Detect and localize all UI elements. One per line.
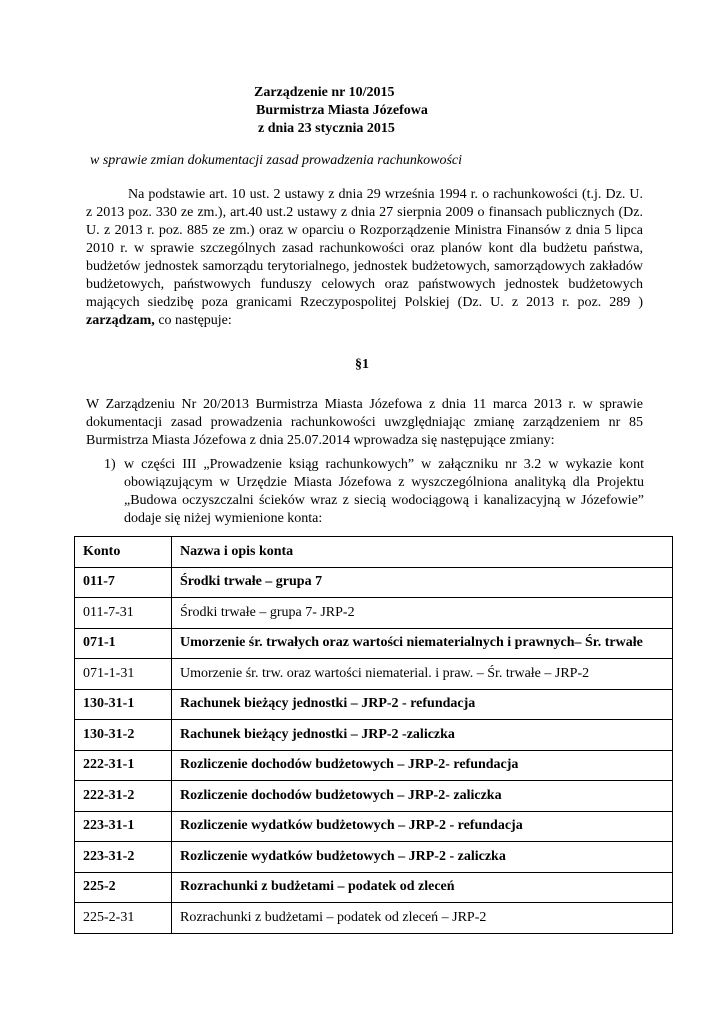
table-row	[75, 689, 673, 720]
document-heading	[254, 84, 428, 138]
legal-basis-text: Na podstawie art. 10 ust. 2 ustawy z dnia 29 września 1994 r. o rachunkowości (t.j. Dz. U. z 2013 poz. 330 ze zm.), art.40 ust.2 ustawy z dnia 27 sierpnia 2009 o finansach publicznych (Dz. U. z 2013 r. poz. 885 ze zm.) oraz w oparciu o Rozporządzenie Ministra Finansów z dnia 5 lipca 2010 r. w sprawie szczególnych zasad rachunkowości oraz planów kont dla budżetu państwa, budżetów jednostek samorządu terytorialnego, jednostek budżetowych, samorządowych zakładów budżetowych, państwowych funduszy celowych oraz państwowych jednostek budżetowych mających siedzibę poza granicami Rzeczypospolitej Polskiej (Dz. U. z 2013 r. poz. 289 )	[86, 187, 643, 310]
row-konto: 071-1-31	[75, 659, 172, 690]
row-konto: 225-2	[75, 872, 172, 903]
row-konto: 223-31-1	[75, 811, 172, 842]
header-nazwa: Nazwa i opis konta	[172, 537, 673, 568]
table-row	[75, 628, 673, 659]
table-row	[75, 750, 673, 781]
table-row	[75, 659, 673, 690]
row-konto: 223-31-2	[75, 842, 172, 873]
row-konto: 130-31-1	[75, 689, 172, 720]
row-konto: 222-31-2	[75, 781, 172, 812]
amendment-list	[104, 456, 644, 528]
table-row	[75, 872, 673, 903]
row-nazwa: Rozliczenie wydatków budżetowych – JRP-2 - zaliczka	[172, 842, 673, 873]
row-nazwa: Rozliczenie dochodów budżetowych – JRP-2- zaliczka	[172, 781, 673, 812]
heading-date: z dnia 23 stycznia 2015	[258, 121, 395, 136]
row-nazwa: Środki trwałe – grupa 7	[172, 567, 673, 598]
heading-title: Zarządzenie nr 10/2015	[254, 85, 395, 100]
heading-issuer: Burmistrza Miasta Józefowa	[256, 103, 428, 118]
table-row	[75, 598, 673, 629]
table-row	[75, 903, 673, 934]
row-nazwa: Umorzenie śr. trwałych oraz wartości niematerialnych i prawnych– Śr. trwałe	[172, 628, 673, 659]
amendment-paragraph: W Zarządzeniu Nr 20/2013 Burmistrza Miasta Józefowa z dnia 11 marca 2013 r. w sprawie dokumentacji zasad prowadzenia rachunkowości uwzględniając zmianę zarządzeniem nr 85 Burmistrza Miasta Józefowa z dnia 25.07.2014 wprowadza się następujące zmiany:	[86, 397, 643, 448]
row-nazwa: Rozrachunki z budżetami – podatek od zleceń – JRP-2	[172, 903, 673, 934]
row-nazwa: Rachunek bieżący jednostki – JRP-2 - refundacja	[172, 689, 673, 720]
list-item-number: 1)	[104, 457, 116, 472]
table-row	[75, 567, 673, 598]
legal-basis-bold: zarządzam,	[86, 313, 155, 328]
row-nazwa: Rozliczenie dochodów budżetowych – JRP-2- refundacja	[172, 750, 673, 781]
table-row	[75, 842, 673, 873]
row-konto: 011-7-31	[75, 598, 172, 629]
table-row	[75, 781, 673, 812]
table-header-row	[75, 537, 673, 568]
row-nazwa: Umorzenie śr. trw. oraz wartości niematerial. i praw. – Śr. trwałe – JRP-2	[172, 659, 673, 690]
row-konto: 130-31-2	[75, 720, 172, 751]
row-nazwa: Rozliczenie wydatków budżetowych – JRP-2 - refundacja	[172, 811, 673, 842]
list-item-text: w części III „Prowadzenie ksiąg rachunkowych” w załączniku nr 3.2 w wykazie kont obowiązującym w Urzędzie Miasta Józefowa z wyszczególniona analityką dla Projektu „Budowa oczyszczalni ścieków wraz z siecią wodociągową i kanalizacyjną w Józefowie” dodaje się niżej wymienione konta:	[124, 457, 644, 526]
row-konto: 011-7	[75, 567, 172, 598]
row-nazwa: Rachunek bieżący jednostki – JRP-2 -zaliczka	[172, 720, 673, 751]
row-nazwa: Rozrachunki z budżetami – podatek od zleceń	[172, 872, 673, 903]
header-konto: Konto	[75, 537, 172, 568]
row-konto: 222-31-1	[75, 750, 172, 781]
section-heading: §1	[355, 357, 369, 372]
table-row	[75, 720, 673, 751]
legal-basis-tail: co następuje:	[154, 313, 232, 328]
row-konto: 071-1	[75, 628, 172, 659]
document-subject: w sprawie zmian dokumentacji zasad prowadzenia rachunkowości	[90, 153, 463, 168]
table-row	[75, 811, 673, 842]
legal-basis-paragraph	[86, 186, 643, 330]
row-konto: 225-2-31	[75, 903, 172, 934]
accounts-table	[74, 536, 673, 934]
row-nazwa: Środki trwałe – grupa 7- JRP-2	[172, 598, 673, 629]
